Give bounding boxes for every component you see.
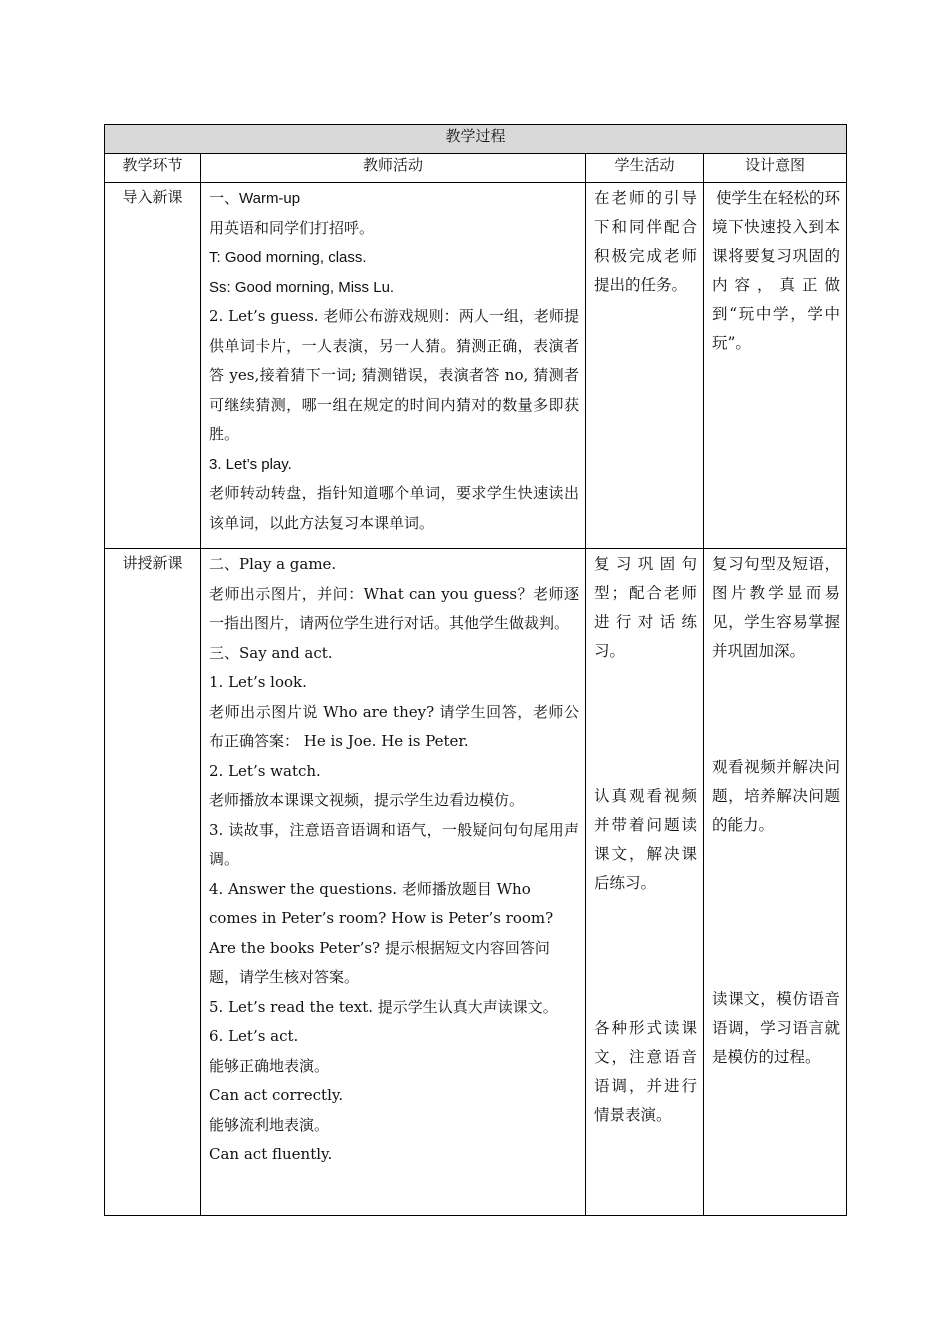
teacher-line: 5. Let’s read the text. 提示学生认真大声读课文。 — [209, 997, 558, 1016]
student-activity-cell — [586, 183, 704, 549]
teacher-activity-cell — [201, 549, 586, 1216]
header-teacher-activity: 教师活动 — [201, 154, 586, 183]
student-activity-text: 在老师的引导下和同伴配合积极完成老师提出的任务。 — [594, 189, 697, 294]
teacher-line: 2. Let’s guess. 老师公布游戏规则：两人一组，老师提供单词卡片，一人表演，另一人猜。猜测正确，表演者答 yes,接着猜下一词; 猜测错误，表演者答 no, 猜测者可继续猜测，哪一组在规定的时间内猜对的数量多即获胜。 — [209, 307, 579, 443]
teacher-line: 用英语和同学们打招呼。 — [209, 218, 375, 237]
design-intent-text: 使学生在轻松的环境下快速投入到本课将要复习巩固的内容，真正做到“玩中学，学中玩”。 — [712, 189, 841, 352]
student-activity-cell — [586, 549, 704, 1216]
teacher-line: 二、Play a game. — [209, 555, 337, 573]
teacher-line: 三、Say and act. — [209, 643, 333, 662]
student-activity-text: 认真观看视频并带着问题读课文，解决课后练习。 — [594, 787, 697, 892]
teacher-line: 4. Answer the questions. 老师播放题目 Who comes in Peter’s room? How is Peter’s room? Are the books Peter’s? 提示根据短文内容回答问题，请学生核对答案。 — [209, 879, 554, 986]
lesson-process-table — [104, 124, 847, 1216]
design-intent-text: 观看视频并解决问题，培养解决问题的能力。 — [712, 758, 841, 834]
teacher-line: 老师播放本课课文视频，提示学生边看边模仿。 — [209, 791, 525, 809]
teacher-line: 老师出示图片说 Who are they? 请学生回答，老师公布正确答案： He is Joe. He is Peter. — [209, 702, 579, 750]
teacher-line: 1. Let’s look. — [209, 673, 307, 691]
teacher-line: Can act correctly. — [209, 1086, 344, 1104]
design-intent-text: 读课文，模仿语音语调，学习语言就是模仿的过程。 — [712, 990, 841, 1066]
table-row — [105, 183, 847, 549]
design-intent-text: 复习句型及短语，图片教学显而易见，学生容易掌握并巩固加深。 — [712, 555, 841, 660]
table-title: 教学过程 — [105, 125, 847, 154]
table-title-row — [105, 125, 847, 154]
table-header-row — [105, 154, 847, 183]
teacher-line: 能够流利地表演。 — [209, 1115, 330, 1134]
design-intent-cell — [704, 183, 847, 549]
header-design-intent: 设计意图 — [704, 154, 847, 183]
teacher-line: 2. Let’s watch. — [209, 761, 321, 780]
student-activity-text: 复习巩固句型；配合老师进行对话练习。 — [594, 555, 697, 660]
teacher-line: 能够正确地表演。 — [209, 1056, 330, 1075]
teacher-activity-cell — [201, 183, 586, 549]
teacher-line: 6. Let’s act. — [209, 1027, 299, 1045]
stage-cell: 讲授新课 — [105, 549, 201, 1216]
teacher-line: 老师转动转盘，指针知道哪个单词，要求学生快速读出该单词，以此方法复习本课单词。 — [209, 484, 579, 532]
teacher-line: 3. 读故事，注意语音语调和语气，一般疑问句句尾用声调。 — [209, 820, 579, 868]
table-row — [105, 549, 847, 1216]
teacher-line: Ss: Good morning, Miss Lu. — [209, 278, 395, 296]
teacher-line: 一、Warm-up — [209, 190, 301, 207]
teacher-line: 3. Let’s play. — [209, 455, 292, 473]
teacher-line: Can act fluently. — [209, 1145, 333, 1163]
design-intent-cell — [704, 549, 847, 1216]
teacher-line: 老师出示图片，并问：What can you guess？老师逐一指出图片，请两位学生进行对话。其他学生做裁判。 — [209, 584, 579, 632]
teacher-line: T: Good morning, class. — [209, 249, 367, 266]
stage-cell: 导入新课 — [105, 183, 201, 549]
header-stage: 教学环节 — [105, 154, 201, 183]
student-activity-text: 各种形式读课文，注意语音语调，并进行情景表演。 — [594, 1019, 697, 1124]
header-student-activity: 学生活动 — [586, 154, 704, 183]
